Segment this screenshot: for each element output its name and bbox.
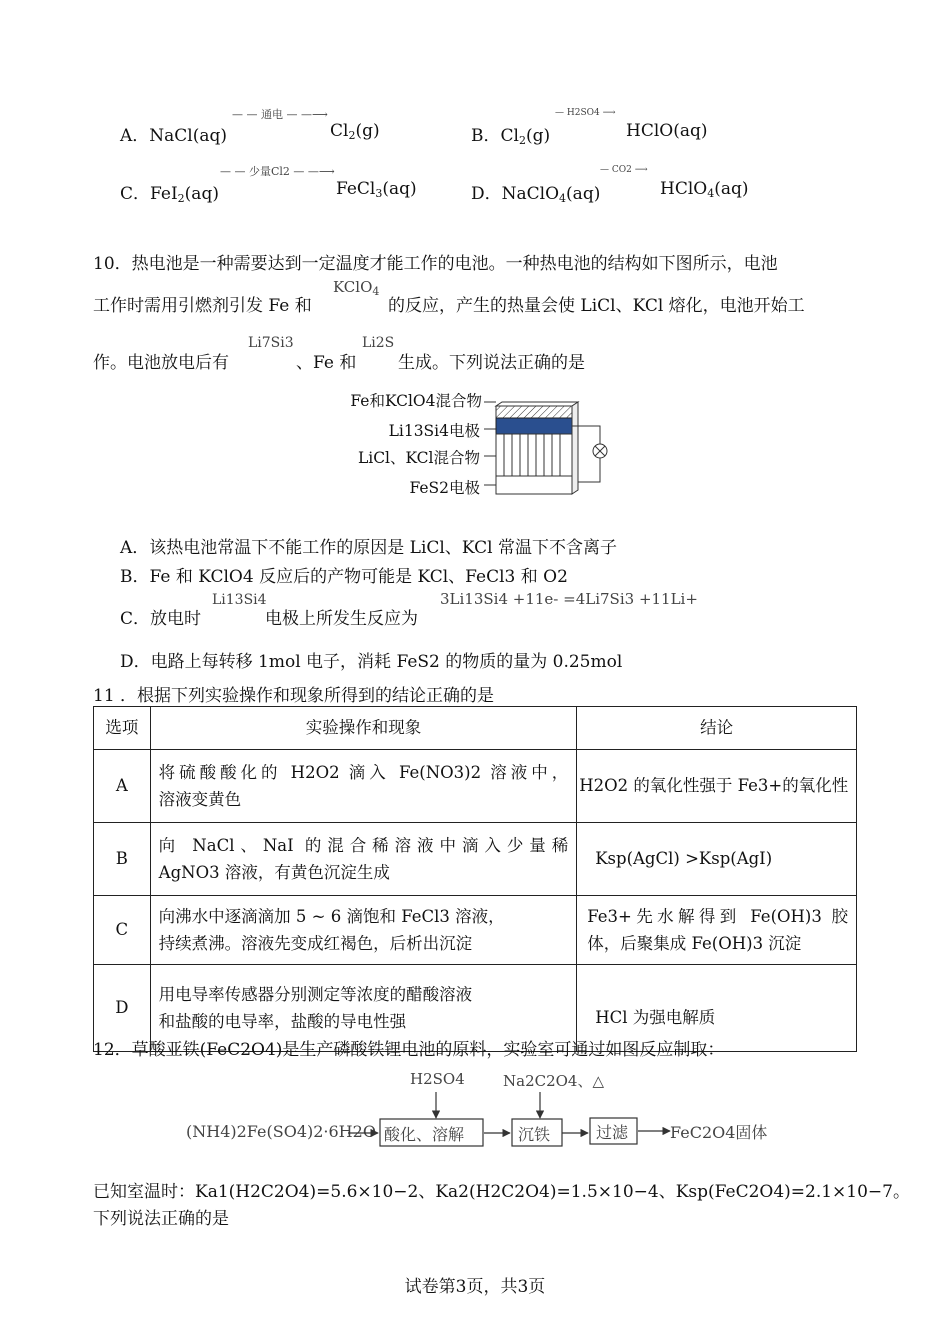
condition: 少量Cl2 <box>249 165 290 178</box>
table-header-row <box>94 707 857 750</box>
option-label: B． <box>471 126 501 146</box>
header-option: 选项 <box>94 707 151 750</box>
operation-line: 和盐酸的电导率，盐酸的导电性强 <box>158 1012 407 1031</box>
q9-d-product <box>660 179 749 200</box>
row-operation <box>150 896 577 965</box>
state: (aq) <box>382 179 417 199</box>
option-label: C． <box>120 184 151 204</box>
conclusion-line: Ksp(AgCl) >Ksp(AgI) <box>595 849 773 869</box>
q10-stem-line3a: 作。电池放电后有 <box>93 353 229 373</box>
flow-box-precipitate: 沉铁 <box>518 1125 551 1144</box>
state: (aq) <box>714 179 749 199</box>
condition: CO2 <box>611 165 632 175</box>
conclusion-line: Fe3+先水解得到 Fe(OH)3 胶 <box>587 906 848 926</box>
q12-known-data: 已知室温时：Ka1(H2C2O4)=5.6×10−2、Ka2(H2C2O4)=1.5×10−4、Ksp(FeC2O4)=2.1×10−7。 <box>93 1182 910 1202</box>
flow-end: FeC2O4固体 <box>670 1123 768 1142</box>
state: (g) <box>525 126 551 146</box>
flow-arrows <box>348 1092 670 1133</box>
conclusion-line: 体，后聚集成 Fe(OH)3 沉淀 <box>587 934 802 953</box>
q9-a-arrow: — — 通电 — —⟶ <box>232 108 328 121</box>
q9-option-c <box>120 179 219 205</box>
row-option: B <box>94 823 151 896</box>
operation-line: AgNO3 溶液，有黄色沉淀生成 <box>158 863 390 882</box>
q9-option-b <box>471 121 550 147</box>
conclusion-line: H2O2 的氧化性强于 Fe3+的氧化性 <box>579 776 849 796</box>
q9-a-product <box>330 121 380 142</box>
row-operation <box>150 750 577 823</box>
reactant: NaClO <box>501 184 560 204</box>
flow-input-na2c2o4: Na2C2O4、△ <box>503 1072 605 1090</box>
row-option: A <box>94 750 151 823</box>
battery-diagram <box>482 396 614 500</box>
subscript: 2 <box>348 129 356 142</box>
product: HClO(aq) <box>626 121 708 141</box>
row-conclusion <box>577 750 857 823</box>
fig-label-fe-kclo4: Fe和KClO4混合物 <box>350 392 482 410</box>
condition: H2SO4 <box>566 108 600 118</box>
q9-b-product <box>626 121 708 141</box>
q10-stem-line2b: 的反应，产生的热量会使 LiCl、KCl 熔化，电池开始工 <box>388 296 805 316</box>
fe-kclo4-layer <box>496 406 572 418</box>
operation-line: 溶液变黄色 <box>158 790 242 809</box>
flow-input-h2so4: H2SO4 <box>410 1070 465 1088</box>
subscript: 4 <box>707 187 715 200</box>
flow-box-acidify: 酸化、溶解 <box>384 1125 465 1144</box>
conclusion-line: HCl 为强电解质 <box>595 1008 716 1028</box>
q10-stem-line3c: 生成。下列说法正确的是 <box>398 353 585 373</box>
operation-line: 向 NaCl、NaI 的混合稀溶液中滴入少量稀 <box>158 835 569 855</box>
q10-formula-li2s: Li2S <box>362 335 395 351</box>
state: (aq) <box>184 184 219 204</box>
flow-box-outline <box>512 1119 562 1146</box>
side-face <box>572 402 578 494</box>
reactant: NaCl(aq) <box>149 126 228 146</box>
operation-line: 持续煮沸。溶液先变成红褐色，后析出沉淀 <box>158 934 473 953</box>
product: Cl <box>330 121 349 141</box>
subscript: 2 <box>177 192 185 205</box>
state: (g) <box>355 121 380 141</box>
option-label: A． <box>120 126 150 146</box>
row-option: D <box>94 965 151 1052</box>
q9-d-arrow: — CO2 ⟶ <box>600 165 648 175</box>
q10-option-c-b: 电极上所发生反应为 <box>265 609 418 629</box>
q12-question: 下列说法正确的是 <box>93 1209 229 1229</box>
q10-option-d: D．电路上每转移 1mol 电子，消耗 FeS2 的物质的量为 0.25mol <box>120 652 623 672</box>
top-face <box>496 402 578 406</box>
lamp-icon <box>593 444 607 458</box>
q10-formula-li7si3: Li7Si3 <box>248 335 294 351</box>
q10-option-c-a: C．放电时 <box>120 609 202 629</box>
experiment-table <box>93 706 857 1052</box>
fig-label-fes2: FeS2电极 <box>409 479 480 497</box>
flow-box-outline <box>590 1118 637 1144</box>
row-operation <box>150 823 577 896</box>
operation-line: 用电导率传感器分别测定等浓度的醋酸溶液 <box>158 984 473 1004</box>
fig-label-licl-kcl: LiCl、KCl混合物 <box>357 449 480 467</box>
q12-stem: 12．草酸亚铁(FeC2O4)是生产磷酸铁锂电池的原料，实验室可通过如图反应制取： <box>93 1040 725 1060</box>
flow-diagram <box>340 1090 680 1150</box>
li13si4-electrode-layer <box>496 418 572 434</box>
q9-option-d <box>471 179 600 205</box>
subscript: 2 <box>518 134 526 147</box>
table-row <box>94 896 857 965</box>
subscript: 3 <box>375 187 383 200</box>
q9-option-a <box>120 121 227 146</box>
condition: 通电 <box>261 108 283 121</box>
subscript: 4 <box>559 192 567 205</box>
product: HClO <box>660 179 708 199</box>
operation-line: 将硫酸酸化的 H2O2 滴入 Fe(NO3)2 溶液中， <box>158 762 569 782</box>
q9-c-arrow: — — 少量Cl2 — —⟶ <box>220 165 335 178</box>
formula: KClO <box>333 278 373 296</box>
state: (aq) <box>566 184 601 204</box>
q10-stem-line3b: 、Fe 和 <box>296 353 357 373</box>
row-conclusion <box>577 823 857 896</box>
q10-option-b: B．Fe 和 KClO4 反应后的产物可能是 KCl、FeCl3 和 O2 <box>120 567 568 587</box>
row-option: C <box>94 896 151 965</box>
q10-stem-line2a: 工作时需用引燃剂引发 Fe 和 <box>93 296 312 316</box>
q11-stem: 11 ．根据下列实验操作和现象所得到的结论正确的是 <box>93 686 495 706</box>
reactant: FeI <box>150 184 178 204</box>
reactant: Cl <box>500 126 519 146</box>
q10-stem-line1: 10．热电池是一种需要达到一定温度才能工作的电池。一种热电池的结构如下图所示，电池 <box>93 254 778 274</box>
q10-option-c-equation: 3Li13Si4 +11e- =4Li7Si3 +11Li+ <box>440 590 698 608</box>
q10-option-a: A．该热电池常温下不能工作的原因是 LiCl、KCl 常温下不含离子 <box>120 538 617 558</box>
option-label: D． <box>471 184 502 204</box>
row-conclusion <box>577 896 857 965</box>
table-row <box>94 823 857 896</box>
header-conclusion: 结论 <box>577 707 857 750</box>
fes2-electrode-layer <box>496 476 572 494</box>
fig-label-li13si4: Li13Si4电极 <box>388 422 480 440</box>
subscript: 4 <box>372 285 380 298</box>
header-operation: 实验操作和现象 <box>150 707 577 750</box>
licl-kcl-layer <box>496 434 572 476</box>
page-footer: 试卷第3页，共3页 <box>404 1277 546 1297</box>
q9-b-arrow: — H2SO4 ⟶ <box>555 108 616 118</box>
operation-line: 向沸水中逐滴滴加 5 ~ 6 滴饱和 FeCl3 溶液， <box>158 906 505 926</box>
flow-box-filter: 过滤 <box>596 1123 629 1142</box>
q10-option-c-formula: Li13Si4 <box>212 592 267 608</box>
flow-box-outline <box>380 1119 483 1146</box>
q10-formula-kclo4 <box>333 278 379 298</box>
q9-c-product <box>336 179 417 200</box>
table-row <box>94 750 857 823</box>
product: FeCl <box>336 179 376 199</box>
flow-start: (NH4)2Fe(SO4)2·6H2O <box>186 1122 376 1141</box>
